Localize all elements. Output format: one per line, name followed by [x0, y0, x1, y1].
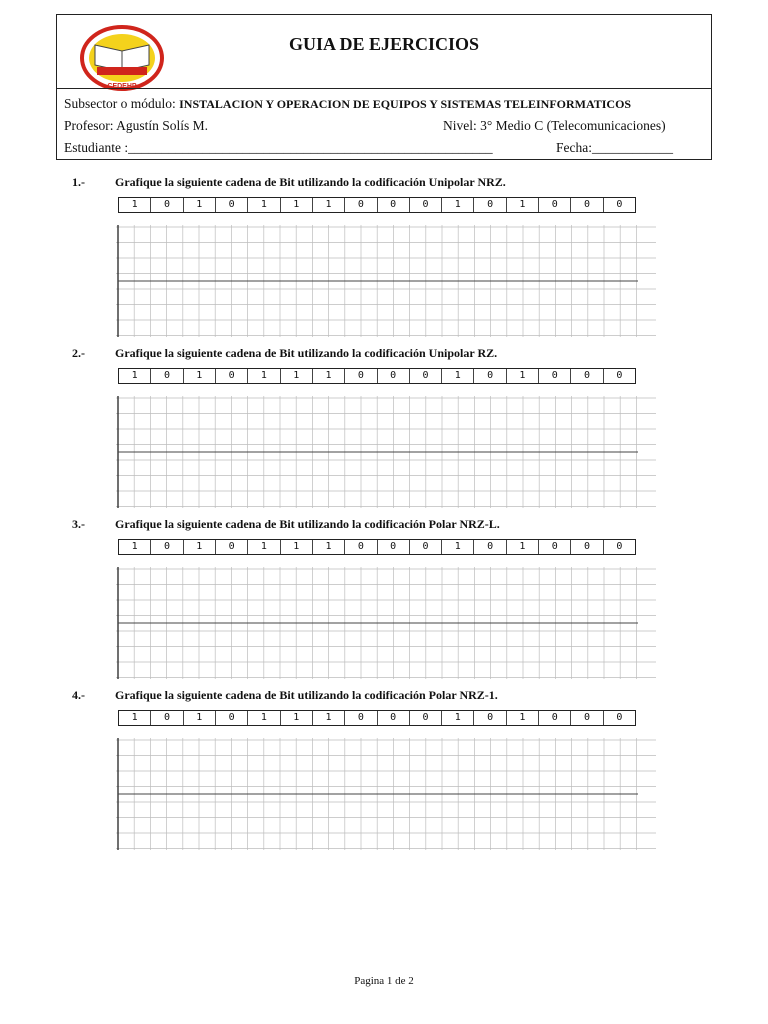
bit-cell: 1: [442, 369, 474, 383]
bit-cell: 1: [507, 198, 539, 212]
bit-cell: 0: [345, 198, 377, 212]
header-divider: [57, 88, 711, 89]
bit-cell: 0: [539, 198, 571, 212]
bit-cell: 1: [313, 711, 345, 725]
bit-cell: 0: [474, 540, 506, 554]
signal-grid[interactable]: [116, 738, 656, 850]
bit-cell: 0: [410, 198, 442, 212]
bit-cell: 0: [474, 711, 506, 725]
estudiante-field[interactable]: Estudiante :______________________________________________________: [64, 140, 493, 155]
bit-cell: 1: [248, 711, 280, 725]
bit-string: [118, 197, 636, 213]
bit-cell: 0: [539, 711, 571, 725]
bit-cell: 1: [248, 540, 280, 554]
logo-caption: CEDEHP: [107, 83, 137, 90]
subsector-label: Subsector o módulo:: [64, 96, 176, 111]
bit-cell: 1: [442, 711, 474, 725]
bit-cell: 1: [281, 198, 313, 212]
bit-cell: 0: [410, 540, 442, 554]
bit-cell: 0: [616, 712, 623, 723]
bit-string: [118, 368, 636, 384]
bit-string: [118, 710, 636, 726]
bit-cell: 0: [571, 369, 603, 383]
bit-cell: 0: [474, 369, 506, 383]
bit-cell: 0: [410, 711, 442, 725]
question-number: 1.-: [72, 175, 85, 189]
bit-cell: 1: [507, 711, 539, 725]
question-4: [72, 688, 498, 703]
page-title: GUIA DE EJERCICIOS: [288, 34, 480, 54]
bit-cell: 1: [313, 540, 345, 554]
bit-cell: 0: [151, 369, 183, 383]
bit-cell: 0: [616, 370, 623, 381]
bit-cell: 1: [184, 198, 216, 212]
bit-cell: 1: [184, 540, 216, 554]
bit-cell: 0: [216, 540, 248, 554]
bit-cell: 1: [119, 711, 151, 725]
question-2: [72, 346, 497, 361]
bit-cell: 1: [184, 711, 216, 725]
question-3: [72, 517, 500, 532]
signal-grid[interactable]: [116, 396, 656, 508]
page-footer: Pagina 1 de 2: [354, 975, 414, 987]
question-number: 3.-: [72, 517, 85, 531]
bit-cell: 1: [248, 369, 280, 383]
bit-cell: 1: [442, 198, 474, 212]
bit-cell: 1: [119, 540, 151, 554]
bit-cell: 0: [539, 369, 571, 383]
bit-cell: 0: [571, 198, 603, 212]
subsector-value: INSTALACION Y OPERACION DE EQUIPOS Y SISTEMAS TELEINFORMATICOS: [179, 97, 632, 111]
bit-cell: 0: [216, 369, 248, 383]
bit-cell: 0: [616, 199, 623, 210]
profesor-field: Profesor: Agustín Solís M.: [64, 118, 209, 133]
bit-cell: 0: [345, 369, 377, 383]
bit-cell: 1: [248, 198, 280, 212]
bit-cell: 0: [378, 711, 410, 725]
question-text: Grafique la siguiente cadena de Bit utilizando la codificación Unipolar NRZ.: [115, 175, 506, 189]
bit-cell: 1: [442, 540, 474, 554]
bit-cell: 0: [345, 711, 377, 725]
bit-cell: 0: [410, 369, 442, 383]
bit-cell: 1: [281, 540, 313, 554]
header-box: [56, 14, 712, 160]
bit-cell: 1: [281, 369, 313, 383]
bit-cell: 1: [507, 369, 539, 383]
question-text: Grafique la siguiente cadena de Bit utilizando la codificación Polar NRZ-L.: [115, 517, 500, 531]
bit-cell: 0: [216, 711, 248, 725]
bit-cell: 0: [378, 540, 410, 554]
bit-cell: 0: [378, 198, 410, 212]
bit-cell: 0: [345, 540, 377, 554]
bit-cell: 0: [151, 711, 183, 725]
signal-grid[interactable]: [116, 567, 656, 679]
bit-string: [118, 539, 636, 555]
bit-cell: 1: [313, 198, 345, 212]
bit-cell: 1: [313, 369, 345, 383]
question-text: Grafique la siguiente cadena de Bit utilizando la codificación Unipolar RZ.: [115, 346, 498, 360]
nivel-field: Nivel: 3° Medio C (Telecomunicaciones): [443, 118, 666, 133]
bit-cell: 0: [151, 540, 183, 554]
bit-cell: 1: [184, 369, 216, 383]
bit-cell: 0: [616, 541, 623, 552]
question-number: 2.-: [72, 346, 85, 360]
bit-cell: 0: [151, 198, 183, 212]
question-1: [72, 175, 506, 190]
question-number: 4.-: [72, 688, 85, 702]
bit-cell: 0: [474, 198, 506, 212]
bit-cell: 0: [378, 369, 410, 383]
bit-cell: 1: [119, 369, 151, 383]
fecha-field[interactable]: Fecha:____________: [556, 140, 673, 155]
bit-cell: 0: [571, 711, 603, 725]
signal-grid[interactable]: [116, 225, 656, 337]
bit-cell: 1: [281, 711, 313, 725]
subsector-row: [64, 96, 631, 112]
bit-cell: 0: [571, 540, 603, 554]
bit-cell: 1: [119, 198, 151, 212]
bit-cell: 0: [539, 540, 571, 554]
question-text: Grafique la siguiente cadena de Bit utilizando la codificación Polar NRZ-1.: [115, 688, 498, 702]
bit-cell: 0: [216, 198, 248, 212]
bit-cell: 1: [507, 540, 539, 554]
